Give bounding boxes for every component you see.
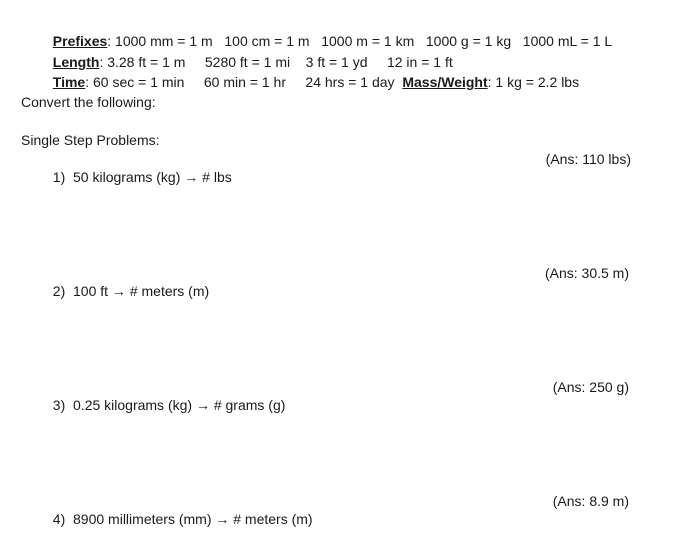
problem-2-answer: (Ans: 30.5 m) [544, 265, 629, 281]
problem-number: 4) [52, 511, 66, 527]
problem-text: 50 kilograms (kg) → # lbs [73, 169, 232, 185]
problem-text: 0.25 kilograms (kg) → # grams (g) [73, 397, 286, 413]
section-title: Single Step Problems: [21, 132, 160, 148]
mass-weight-label: Mass/Weight [402, 74, 488, 90]
problem-number: 3) [52, 397, 66, 413]
instruction-text: Convert the following: [21, 94, 156, 110]
problem-4-answer: (Ans: 8.9 m) [552, 493, 629, 509]
problem-2 [45, 264, 209, 300]
prefixes-text: : 1000 mm = 1 m 100 cm = 1 m 1000 m = 1 km 1000 g = 1 kg 1000 mL = 1 L [107, 33, 613, 49]
time-line [45, 55, 579, 91]
problem-3-answer: (Ans: 250 g) [552, 379, 629, 395]
problem-text: 8900 millimeters (mm) → # meters (m) [73, 511, 313, 527]
mass-weight-text: : 1 kg = 2.2 lbs [487, 74, 580, 90]
problem-1-answer: (Ans: 110 lbs) [545, 151, 631, 167]
problem-number: 1) [52, 169, 66, 185]
length-label: Length [52, 54, 100, 70]
problem-3 [45, 378, 285, 414]
problem-4 [45, 492, 313, 528]
time-text: : 60 sec = 1 min 60 min = 1 hr 24 hrs = 1 day [85, 74, 403, 90]
problem-text: 100 ft → # meters (m) [73, 283, 210, 299]
length-text: : 3.28 ft = 1 m 5280 ft = 1 mi 3 ft = 1 yd 12 in = 1 ft [99, 54, 453, 70]
prefixes-label: Prefixes [52, 33, 108, 49]
time-label: Time [52, 74, 86, 90]
problem-1 [45, 150, 232, 186]
problem-number: 2) [52, 283, 66, 299]
